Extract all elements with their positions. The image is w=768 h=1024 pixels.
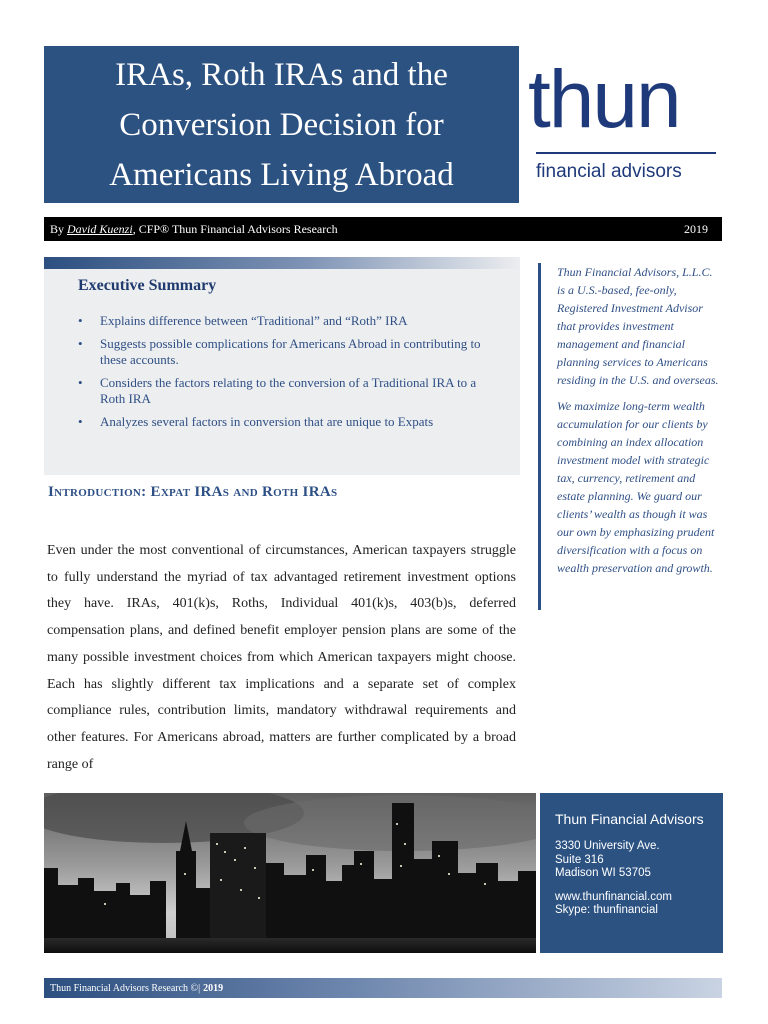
byline-year: 2019 bbox=[684, 221, 708, 236]
summary-item: • Suggests possible complications for Americans Abroad in contributing to these accounts. bbox=[100, 336, 492, 368]
contact-skype: Skype: thunfinancial bbox=[555, 904, 658, 916]
page-footer bbox=[44, 978, 722, 998]
skyline-image bbox=[44, 793, 536, 953]
byline-suffix: , CFP® Thun Financial Advisors Research bbox=[132, 221, 338, 236]
summary-item: • Analyzes several factors in conversion that are unique to Expats bbox=[100, 414, 492, 430]
contact-box bbox=[540, 793, 723, 953]
summary-title: Executive Summary bbox=[78, 277, 217, 294]
summary-item: • Explains difference between “Traditional” and “Roth” IRA bbox=[100, 313, 492, 329]
contact-address-line-2: Suite 316 bbox=[555, 853, 604, 866]
footer-year: 2019 bbox=[203, 982, 224, 994]
summary-item: • Considers the factors relating to the conversion of a Traditional IRA to a Roth IRA bbox=[100, 375, 492, 407]
byline-prefix: By bbox=[50, 221, 68, 236]
thun-logo bbox=[528, 48, 728, 198]
section-heading: Introduction: Expat IRAs and Roth IRAs bbox=[48, 484, 338, 500]
sidebar-paragraph-about: Thun Financial Advisors, L.L.C. is a U.S.-based, fee-only, Registered Investment Advisor that provides investment management and financial planning services to Americans residing in the U.S. and overseas. bbox=[557, 265, 719, 387]
contact-company: Thun Financial Advisors bbox=[555, 811, 704, 827]
byline-bar bbox=[44, 217, 722, 241]
byline-author-line bbox=[50, 222, 338, 237]
logo-wordmark: thun bbox=[528, 54, 680, 145]
body-paragraph: Even under the most conventional of circumstances, American taxpayers struggle to fully understand the myriad of tax advantaged retirement investment options they have. IRAs, 401(k)s, Roths, Individual 401(k)s, 403(b)s, deferred compensation plans, and defined benefit employer pension plans are some of the many possible investment choices from which American taxpayers might choose. Each has slightly different tax implications and a separate set of complex compliance rules, contribution limits, mandatory withdrawal requirements and other features. For Americans abroad, matters are further complicated by a broad range of bbox=[47, 543, 516, 772]
logo-divider bbox=[536, 152, 716, 154]
sidebar-paragraph-mission: We maximize long-term wealth accumulation for our clients by combining an index allocation investment model with strategic tax, currency, retirement and estate planning. We guard our clients’ wealth as though it was our own by emphasizing prudent diversification with a focus on wealth preservation and growth. bbox=[557, 399, 715, 575]
title-banner bbox=[44, 46, 519, 203]
summary-list bbox=[100, 313, 492, 437]
document-title: IRAs, Roth IRAs and the Conversion Decision for Americans Living Abroad bbox=[109, 56, 454, 193]
city-skyline-photo bbox=[44, 793, 536, 953]
footer-text: Thun Financial Advisors Research ©| bbox=[50, 982, 201, 994]
contact-website-link[interactable]: www.thunfinancial.com bbox=[555, 890, 672, 903]
contact-address-line-3: Madison WI 53705 bbox=[555, 867, 651, 879]
sidebar-callout bbox=[538, 263, 722, 610]
contact-spacer bbox=[555, 881, 723, 891]
logo-tagline: financial advisors bbox=[536, 161, 682, 182]
summary-gradient-bar bbox=[44, 257, 520, 269]
contact-address-line-1: 3330 University Ave. bbox=[555, 840, 660, 852]
author-link[interactable]: David Kuenzi bbox=[67, 221, 133, 236]
executive-summary-box bbox=[44, 257, 520, 475]
